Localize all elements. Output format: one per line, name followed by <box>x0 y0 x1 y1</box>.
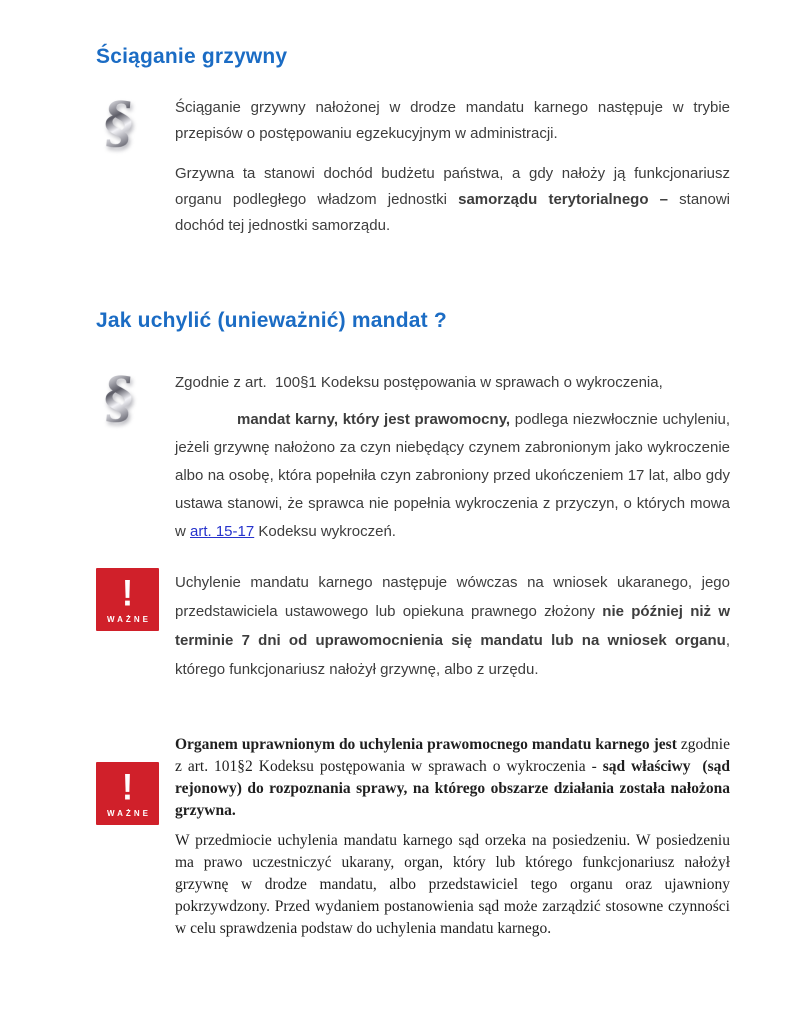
link-art-15-17[interactable]: art. 15-17 <box>190 523 255 540</box>
cancel-intro-line <box>175 370 730 396</box>
wazne-badge-label: WAŻNE <box>107 614 151 624</box>
section-cancel-body <box>96 365 730 546</box>
section-fine-body <box>96 90 731 239</box>
exclamation-icon: ! <box>122 571 133 613</box>
cancel-main-paragraph <box>175 406 730 546</box>
wazne-badge-label: WAŻNE <box>107 808 151 818</box>
paragraph-symbol-icon: § <box>101 365 137 431</box>
cancel-body-end: Kodeksu wykroczeń. <box>254 523 396 540</box>
section-cancel-text <box>175 370 730 546</box>
important-note-1 <box>96 568 730 684</box>
section-fine-text <box>175 95 730 239</box>
note2-paragraph-2-text: W przedmiocie uchylenia mandatu karnego sąd orzeka na posiedzeniu. W posiedzeniu ma prawo uczestniczyć ukarany, organ, który lub którego funkcjonariusz nałożył grzywnę w drodze mandatu, albo przedstawiciel tego organu oraz ujawniony pokrzywdzony. Przed wydaniem postanowienia sąd może zarządzić stosowne czynności w celu sprawdzenia podstaw do uchylenia mandatu karnego. <box>175 832 730 937</box>
fine-paragraph-1 <box>175 95 730 147</box>
icon-column <box>96 365 175 431</box>
heading-jak-uchylic-mandat: Jak uchylić (unieważnić) mandat ? <box>96 309 447 332</box>
important-note-1-text <box>175 568 730 684</box>
important-note-2 <box>96 734 730 940</box>
heading-sciaganie-grzywny: Ściąganie grzywny <box>96 45 288 68</box>
icon-column <box>96 90 175 156</box>
note2-bold-tail: sąd właściwy (sąd rejonowy) do rozpoznania sprawy, na którego obszarze działania została nałożona grzywna. <box>175 758 730 819</box>
icon-column <box>96 568 175 631</box>
note2-regular: zgodnie z art. 101§2 Kodeksu postępowania w sprawach o wykroczenia - <box>175 736 730 775</box>
fine-paragraph-2 <box>175 161 730 239</box>
fine-paragraph-2-post: stanowi dochód tej jednostki samorządu. <box>175 191 731 234</box>
fine-paragraph-1-text: Ściąganie grzywny nałożonej w drodze mandatu karnego następuje w trybie przepisów o postępowaniu egzekucyjnym w administracji. <box>175 99 730 142</box>
cancel-intro-text: Zgodnie z art. 100§1 Kodeksu postępowania w sprawach o wykroczenia, <box>175 374 663 391</box>
cancel-body-mid: podlega niezwłocznie uchyleniu, jeżeli grzywnę nałożono za czyn niebędący czynem zabronionym jako wykroczenie albo na osobę, która popełniła czyn zabroniony przed ukończeniem 17 lat, albo gdy ustawa stanowi, że sprawca nie popełnia wykroczenia z przyczyn, o których mowa w <box>175 411 730 540</box>
note2-paragraph-1 <box>175 734 730 822</box>
icon-column <box>96 734 175 825</box>
exclamation-icon: ! <box>122 765 133 807</box>
wazne-badge-icon <box>96 762 159 825</box>
note2-paragraph-2 <box>175 830 730 940</box>
note1-post: , którego funkcjonariusz nałożył grzywnę, albo z urzędu. <box>175 632 730 678</box>
paragraph-symbol-icon: § <box>101 90 137 156</box>
cancel-bold-lead: mandat karny, który jest prawomocny, <box>237 411 511 428</box>
note1-bold: nie później niż w terminie 7 dni od uprawomocnienia się mandatu lub na wniosek organu <box>175 603 730 649</box>
fine-paragraph-2-pre: Grzywna ta stanowi dochód budżetu państwa, a gdy nałoży ją funkcjonariusz organu podległego władzom jednostki <box>175 165 730 208</box>
note2-bold-lead: Organem uprawnionym do uchylenia prawomocnego mandatu karnego jest <box>175 736 677 753</box>
important-note-2-text <box>175 734 730 940</box>
wazne-badge-icon <box>96 568 159 631</box>
fine-paragraph-2-bold: samorządu terytorialnego – <box>458 191 668 208</box>
important-note-1-paragraph <box>175 568 730 684</box>
note1-pre: Uchylenie mandatu karnego następuje wówczas na wniosek ukaranego, jego przedstawiciela ustawowego lub opiekuna prawnego złożony <box>175 574 730 620</box>
